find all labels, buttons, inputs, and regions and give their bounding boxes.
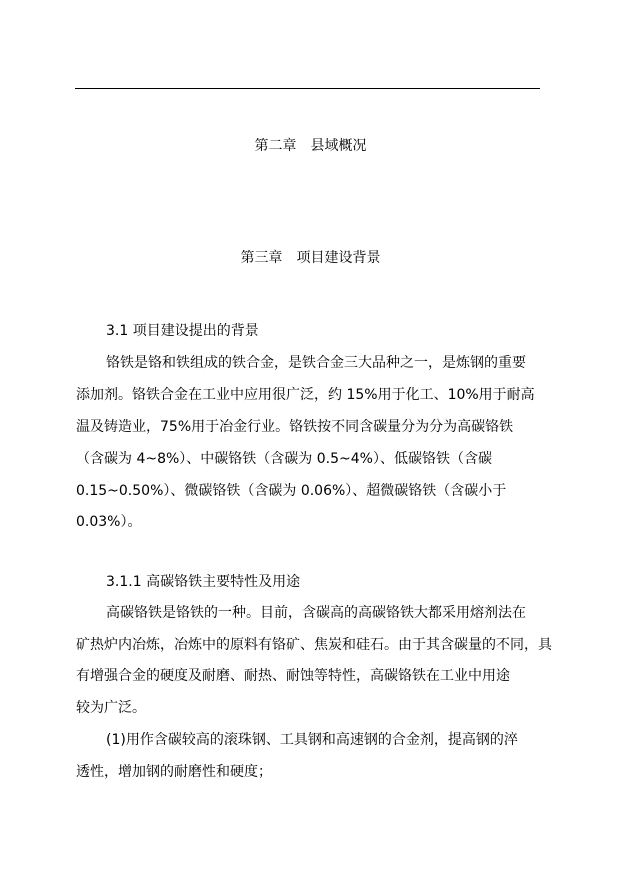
paragraph-line: 较为广泛。 <box>76 700 146 716</box>
paragraph-line: 0.03%）。 <box>76 514 142 530</box>
section-3-1-heading: 3.1 项目建设提出的背景 <box>106 323 259 339</box>
paragraph-line: 添加剂。铬铁合金在工业中应用很广泛，约 15%用于化工、10%用于耐高 <box>76 387 535 403</box>
chapter-3-title: 第三章 项目建设背景 <box>240 250 381 266</box>
section-3-1-1-heading: 3.1.1 高碳铬铁主要特性及用途 <box>106 574 301 590</box>
paragraph-line: 矿热炉内冶炼，冶炼中的原料有铬矿、焦炭和硅石。由于其含碳量的不同，具 <box>76 637 552 653</box>
paragraph-line: 高碳铬铁是铬铁的一种。目前，含碳高的高碳铬铁大都采用熔剂法在 <box>106 605 526 621</box>
paragraph-line: 温及铸造业，75%用于冶金行业。铬铁按不同含碳量分为分为高碳铬铁 <box>76 419 514 435</box>
paragraph-line: 0.15~0.50%）、微碳铬铁（含碳为 0.06%）、超微碳铬铁（含碳小于 <box>76 483 507 499</box>
chapter-2-title: 第二章 县域概况 <box>254 138 367 154</box>
paragraph-line: 有增强合金的硬度及耐磨、耐热、耐蚀等特性，高碳铬铁在工业中用途 <box>76 668 510 684</box>
header-rule <box>75 88 540 89</box>
list-item-line: 透性，增加钢的耐磨性和硬度； <box>76 764 272 780</box>
list-item-line: (1)用作含碳较高的滚珠钢、工具钢和高速钢的合金剂，提高钢的淬 <box>106 732 518 748</box>
paragraph-line: 铬铁是铬和铁组成的铁合金，是铁合金三大品种之一，是炼钢的重要 <box>106 355 526 371</box>
paragraph-line: （含碳为 4~8%）、中碳铬铁（含碳为 0.5~4%）、低碳铬铁（含碳 <box>76 451 492 467</box>
